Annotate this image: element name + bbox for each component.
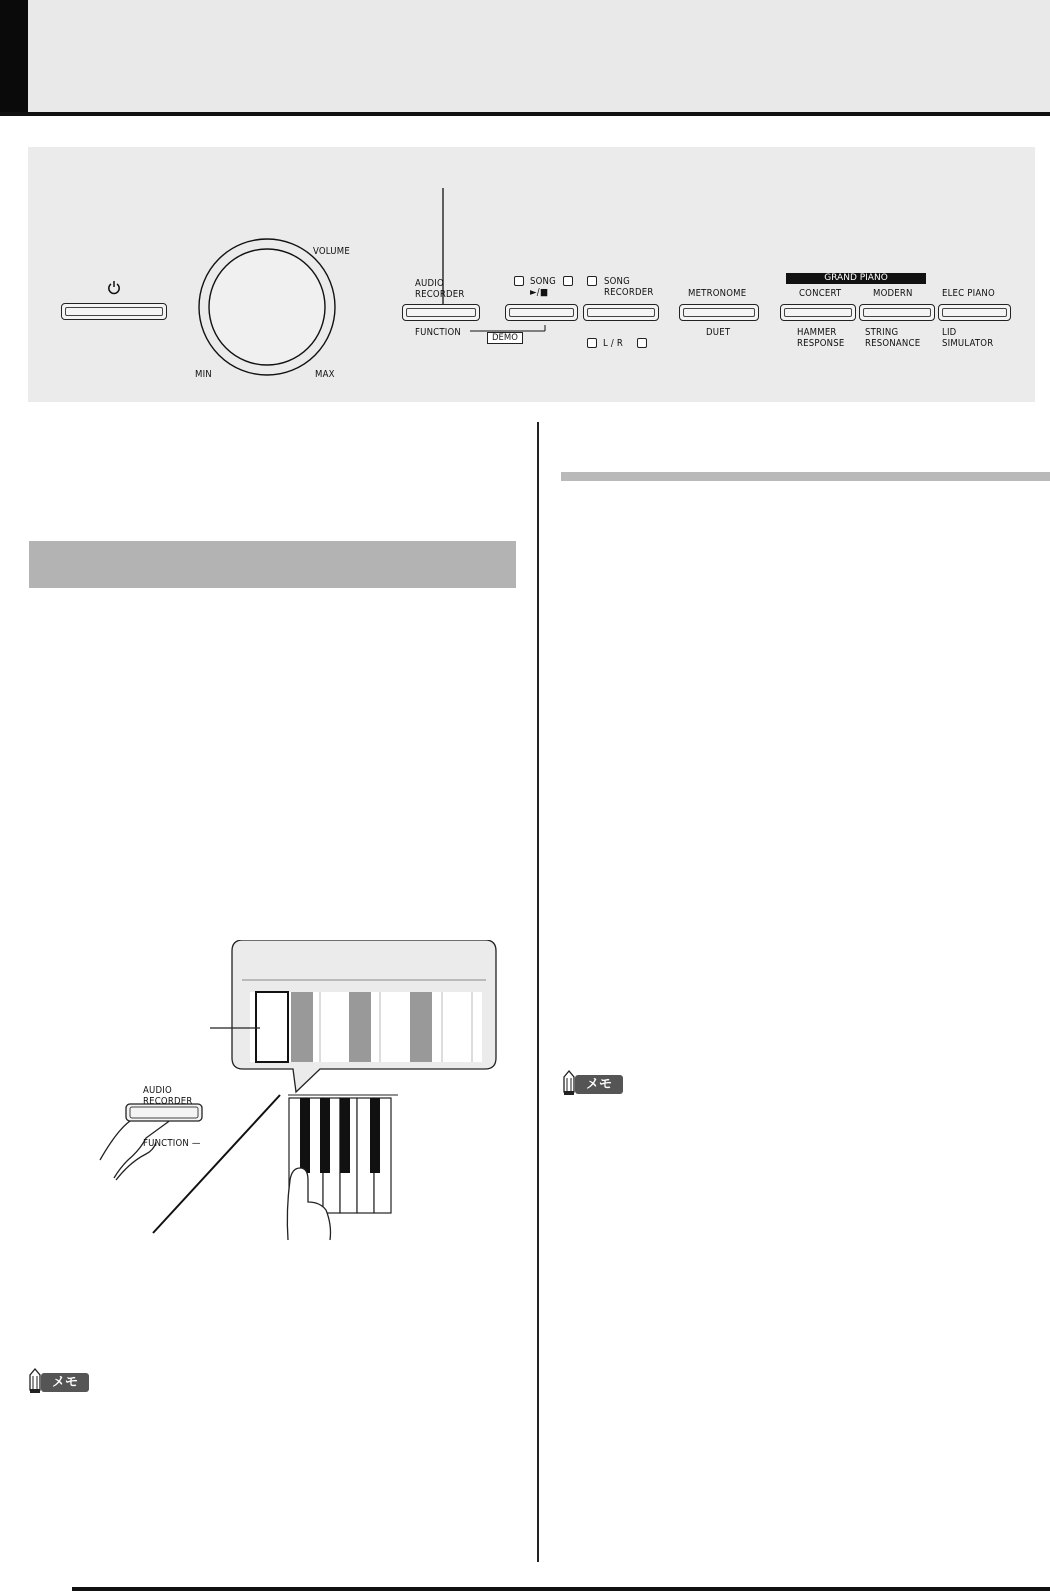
song-recorder-label: SONG RECORDER [604, 276, 654, 298]
play-stop-label: ►/■ [530, 287, 549, 298]
demo-label: DEMO [487, 332, 523, 344]
modern-label: MODERN [873, 288, 913, 299]
memo-badge-right [561, 1070, 625, 1096]
song-recorder-led [587, 276, 597, 286]
play-led [563, 276, 573, 286]
lid-simulator-label: LID SIMULATOR [942, 327, 994, 349]
memo-label: メモ [41, 1373, 89, 1392]
memo-badge-left [27, 1368, 91, 1394]
panel-leader-lines [0, 0, 1050, 420]
footer-rule [72, 1587, 1050, 1591]
volume-knob[interactable] [199, 239, 335, 375]
metronome-button[interactable] [679, 304, 759, 321]
grand-piano-label: GRAND PIANO [824, 273, 888, 283]
power-button[interactable] [61, 303, 167, 320]
grand-piano-band [786, 273, 926, 284]
l-led [587, 338, 597, 348]
metronome-label: METRONOME [688, 288, 747, 299]
play-stop-button[interactable] [505, 304, 578, 321]
song-recorder-button[interactable] [583, 304, 659, 321]
volume-min-label: MIN [195, 369, 212, 380]
illustration-audio-recorder-label: AUDIO RECORDER [143, 1085, 193, 1107]
memo-label: メモ [575, 1075, 623, 1094]
string-resonance-label: STRING RESONANCE [865, 327, 921, 349]
subsection-rule [561, 472, 1050, 481]
audio-recorder-button[interactable] [402, 304, 480, 321]
volume-label: VOLUME [313, 246, 350, 257]
concert-label: CONCERT [799, 288, 842, 299]
modern-button[interactable] [859, 304, 935, 321]
column-divider [537, 422, 539, 1562]
lr-label: L / R [603, 338, 624, 349]
function-label: FUNCTION [415, 327, 461, 338]
elec-piano-label: ELEC PIANO [942, 288, 995, 299]
audio-recorder-label: AUDIO RECORDER [415, 278, 465, 300]
concert-button[interactable] [780, 304, 856, 321]
song-led [514, 276, 524, 286]
song-label: SONG [530, 276, 556, 287]
volume-max-label: MAX [315, 369, 335, 380]
power-icon [107, 280, 121, 295]
r-led [637, 338, 647, 348]
duet-label: DUET [706, 327, 731, 338]
elec-piano-button[interactable] [938, 304, 1011, 321]
hammer-response-label: HAMMER RESPONSE [797, 327, 845, 349]
illustration-function-label: FUNCTION — [143, 1138, 201, 1149]
section-heading-band [29, 541, 516, 588]
